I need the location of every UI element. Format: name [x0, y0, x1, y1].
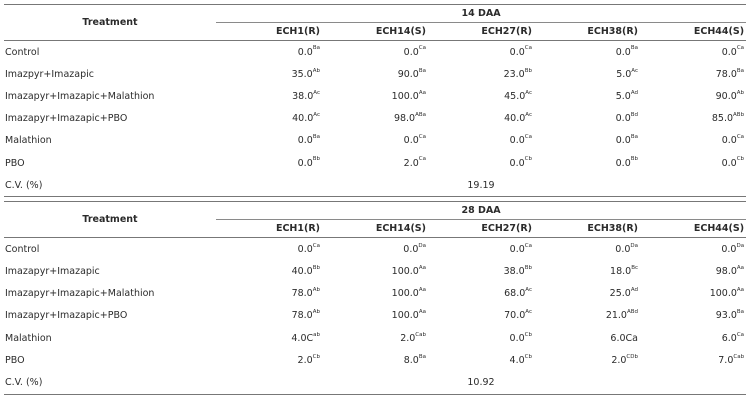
significance-letters: Ba	[418, 67, 426, 74]
significance-letters: Ac	[313, 112, 320, 118]
cell-value: 100.0	[709, 288, 737, 300]
value-cell	[216, 261, 322, 283]
value-cell	[534, 261, 640, 283]
empty-cell	[534, 174, 640, 197]
value-cell	[428, 63, 534, 85]
cell-value: 38.0	[503, 266, 525, 278]
treatment-column-header: Treatment	[4, 5, 216, 41]
value-cell	[534, 130, 640, 152]
cell-value: 40.0	[291, 266, 313, 278]
significance-letters: Ca	[524, 242, 532, 249]
treatment-name: Malathion	[5, 135, 52, 147]
cell-value: 18.0	[610, 266, 632, 278]
treatment-name: Control	[5, 243, 40, 255]
significance-letters: Ba	[736, 67, 745, 74]
significance-letters: Da	[630, 242, 638, 249]
significance-letters: Ac	[631, 67, 638, 74]
cell-value: 2.0	[297, 354, 313, 366]
value-cell	[534, 327, 640, 349]
significance-letters: Ab	[312, 67, 320, 74]
significance-letters: Da	[736, 242, 745, 249]
significance-letters: Ca	[736, 134, 745, 141]
cell-value: 100.0	[391, 288, 419, 300]
table-row	[4, 130, 746, 152]
value-cell	[534, 305, 640, 327]
significance-letters: Aa	[418, 264, 426, 271]
significance-letters: Ca	[736, 331, 745, 338]
cell-value: 0.0	[297, 157, 313, 169]
cell-value: 0.0	[403, 243, 419, 255]
ech-column-header: ECH14(S)	[322, 23, 428, 41]
table-row	[4, 41, 746, 64]
value-cell	[534, 283, 640, 305]
value-cell	[322, 130, 428, 152]
empty-cell	[322, 371, 428, 394]
cell-value: 0.0	[615, 157, 631, 169]
significance-letters: ab	[313, 331, 320, 338]
significance-letters: Da	[418, 242, 426, 249]
cell-value: 40.0	[504, 113, 526, 125]
significance-letters: Aa	[418, 89, 426, 96]
significance-letters: Aa	[418, 309, 426, 316]
period-header-row	[4, 5, 746, 23]
significance-letters: Bb	[524, 264, 532, 271]
significance-letters: Bd	[630, 112, 638, 118]
significance-letters: Ac	[313, 89, 320, 96]
significance-letters: Cb	[524, 331, 532, 338]
value-cell	[216, 349, 322, 371]
significance-letters: Ab	[312, 287, 320, 294]
significance-letters: Ab	[736, 89, 745, 96]
value-cell	[640, 327, 746, 349]
value-cell	[640, 283, 746, 305]
cell-value: 0.0	[297, 46, 313, 58]
treatment-column-header: Treatment	[4, 202, 216, 238]
significance-letters: Bc	[631, 264, 638, 271]
value-cell	[640, 305, 746, 327]
significance-letters: Ad	[630, 287, 638, 294]
value-cell	[322, 327, 428, 349]
significance-letters: CDb	[626, 353, 638, 360]
cell-value: 0.0	[297, 243, 313, 255]
significance-letters: Bb	[312, 264, 320, 271]
value-cell	[428, 41, 534, 64]
ech-column-header: ECH38(R)	[534, 220, 640, 238]
cell-value: 5.0	[615, 90, 631, 102]
empty-cell	[640, 174, 746, 197]
table-row	[4, 63, 746, 85]
significance-letters: Ad	[630, 89, 638, 96]
ech-column-header: ECH27(R)	[428, 23, 534, 41]
value-cell	[216, 238, 322, 261]
value-cell	[216, 283, 322, 305]
significance-letters: Cab	[733, 353, 745, 360]
cell-value: 2.0	[611, 354, 627, 366]
value-cell	[534, 349, 640, 371]
significance-letters: Ba	[312, 45, 320, 52]
cell-value: 8.0	[403, 354, 419, 366]
treatment-name: Imazapyr+Imazapic+PBO	[5, 113, 128, 125]
value-cell	[216, 41, 322, 64]
cell-value: 7.0	[718, 354, 734, 366]
ech-column-header: ECH44(S)	[640, 220, 746, 238]
significance-letters: Ac	[525, 112, 532, 118]
treatment-name: PBO	[5, 354, 25, 366]
value-cell	[640, 108, 746, 130]
significance-letters: Ac	[525, 89, 532, 96]
cell-value: 6.0	[721, 332, 737, 344]
significance-letters: Ca	[312, 242, 320, 249]
significance-letters: Ca	[418, 45, 426, 52]
cell-value: 85.0	[711, 113, 734, 125]
value-cell	[640, 41, 746, 64]
significance-letters: Ba	[736, 309, 745, 316]
cell-value: 0.0	[509, 135, 525, 147]
cell-value: 0.0	[297, 135, 313, 147]
significance-letters: Aa	[418, 287, 426, 294]
cell-value: 0.0	[403, 135, 419, 147]
cell-value: 100.0	[391, 310, 419, 322]
value-cell	[640, 238, 746, 261]
results-table	[4, 4, 746, 395]
table-row	[4, 238, 746, 261]
cell-value: 78.0	[715, 68, 737, 80]
cv-label: C.V. (%)	[4, 371, 216, 394]
value-cell	[428, 305, 534, 327]
significance-letters: Ac	[525, 287, 532, 294]
significance-letters: Bb	[524, 67, 532, 74]
table-row	[4, 152, 746, 174]
cell-value: 0.0	[403, 46, 419, 58]
treatment-name: Imazpyr+Imazapic	[5, 68, 94, 80]
ech-column-header: ECH1(R)	[216, 23, 322, 41]
value-cell	[216, 85, 322, 107]
period-header-row	[4, 202, 746, 220]
cell-value: 4.0C	[291, 332, 314, 344]
cell-value: 98.0	[393, 113, 416, 125]
cell-value: 0.0	[721, 243, 737, 255]
significance-letters: Cab	[415, 331, 426, 338]
value-cell	[534, 238, 640, 261]
significance-letters: Cb	[524, 156, 532, 163]
cv-value: 10.92	[428, 371, 534, 394]
significance-letters: Ca	[418, 134, 426, 141]
empty-cell	[322, 174, 428, 197]
table-row	[4, 108, 746, 130]
table-row	[4, 261, 746, 283]
significance-letters: Aa	[736, 264, 745, 271]
value-cell	[322, 261, 428, 283]
cell-value: 5.0	[616, 68, 632, 80]
cell-value: 78.0	[291, 288, 313, 300]
value-cell	[428, 108, 534, 130]
cell-value: 45.0	[504, 90, 526, 102]
cell-value: 23.0	[503, 68, 525, 80]
cell-value: 6.0Ca	[610, 332, 638, 344]
value-cell	[640, 152, 746, 174]
value-cell	[640, 349, 746, 371]
value-cell	[534, 41, 640, 64]
cell-value: 38.0	[292, 90, 314, 102]
ech-column-header: ECH14(S)	[322, 220, 428, 238]
cell-value: 2.0	[403, 157, 419, 169]
value-cell	[534, 63, 640, 85]
significance-letters: ABa	[415, 112, 426, 118]
cell-value: 0.0	[721, 157, 737, 169]
cv-row	[4, 174, 746, 197]
value-cell	[216, 305, 322, 327]
value-cell	[322, 108, 428, 130]
value-cell	[322, 85, 428, 107]
cell-value: 100.0	[391, 90, 419, 102]
significance-letters: Ca	[524, 45, 532, 52]
treatment-name: Imazapyr+Imazapic+PBO	[5, 310, 128, 322]
ech-column-header: ECH27(R)	[428, 220, 534, 238]
cell-value: 35.0	[291, 68, 313, 80]
cell-value: 78.0	[291, 310, 313, 322]
table-row	[4, 283, 746, 305]
value-cell	[640, 63, 746, 85]
value-cell	[428, 85, 534, 107]
significance-letters: Aa	[736, 287, 745, 294]
significance-letters: Ba	[630, 45, 638, 52]
value-cell	[216, 108, 322, 130]
value-cell	[428, 261, 534, 283]
significance-letters: ABd	[626, 309, 638, 316]
value-cell	[216, 152, 322, 174]
cv-value: 19.19	[428, 174, 534, 197]
table-row	[4, 85, 746, 107]
value-cell	[428, 283, 534, 305]
cell-value: 4.0	[509, 354, 525, 366]
value-cell	[534, 108, 640, 130]
value-cell	[428, 130, 534, 152]
significance-letters: ABb	[733, 112, 745, 118]
empty-cell	[216, 174, 322, 197]
significance-letters: Ba	[312, 134, 320, 141]
value-cell	[428, 349, 534, 371]
cell-value: 100.0	[391, 266, 419, 278]
significance-letters: Ab	[312, 309, 320, 316]
cell-value: 98.0	[715, 266, 737, 278]
significance-letters: Bb	[630, 156, 638, 163]
period-header: 14 DAA	[216, 5, 746, 23]
significance-letters: Cb	[524, 353, 532, 360]
value-cell	[322, 63, 428, 85]
significance-letters: Ca	[736, 45, 745, 52]
cell-value: 0.0	[615, 135, 631, 147]
value-cell	[216, 327, 322, 349]
ech-column-header: ECH1(R)	[216, 220, 322, 238]
cell-value: 93.0	[715, 310, 737, 322]
value-cell	[640, 85, 746, 107]
cell-value: 0.0	[721, 46, 737, 58]
cell-value: 0.0	[721, 135, 737, 147]
significance-letters: Cb	[736, 156, 745, 163]
treatment-name: Malathion	[5, 332, 52, 344]
cell-value: 25.0	[609, 288, 631, 300]
cv-label: C.V. (%)	[4, 174, 216, 197]
cell-value: 21.0	[605, 310, 627, 322]
value-cell	[640, 130, 746, 152]
value-cell	[216, 63, 322, 85]
cv-row	[4, 371, 746, 394]
cell-value: 68.0	[504, 288, 526, 300]
cell-value: 0.0	[615, 46, 631, 58]
value-cell	[322, 283, 428, 305]
value-cell	[322, 152, 428, 174]
cell-value: 90.0	[715, 90, 737, 102]
cell-value: 0.0	[509, 157, 525, 169]
value-cell	[428, 238, 534, 261]
cell-value: 0.0	[509, 243, 525, 255]
cell-value: 2.0	[400, 332, 416, 344]
cell-value: 0.0	[509, 46, 525, 58]
treatment-name: Control	[5, 46, 40, 58]
treatment-name: Imazapyr+Imazapic+Malathion	[5, 288, 155, 300]
significance-letters: Bb	[312, 156, 320, 163]
value-cell	[322, 349, 428, 371]
significance-letters: Ca	[418, 156, 426, 163]
cell-value: 0.0	[615, 113, 631, 125]
value-cell	[216, 130, 322, 152]
period-header: 28 DAA	[216, 202, 746, 220]
table-row	[4, 349, 746, 371]
cell-value: 0.0	[615, 243, 631, 255]
cell-value: 0.0	[509, 332, 525, 344]
treatment-name: Imazapyr+Imazapic+Malathion	[5, 90, 155, 102]
empty-cell	[534, 371, 640, 394]
empty-cell	[640, 371, 746, 394]
value-cell	[322, 238, 428, 261]
ech-column-header: ECH38(R)	[534, 23, 640, 41]
significance-letters: Cb	[312, 353, 320, 360]
ech-column-header: ECH44(S)	[640, 23, 746, 41]
table-row	[4, 305, 746, 327]
significance-letters: Ba	[630, 134, 638, 141]
significance-letters: Ca	[524, 134, 532, 141]
value-cell	[534, 85, 640, 107]
table-row	[4, 327, 746, 349]
value-cell	[534, 152, 640, 174]
cell-value: 90.0	[397, 68, 419, 80]
value-cell	[428, 152, 534, 174]
value-cell	[640, 261, 746, 283]
cell-value: 40.0	[292, 113, 314, 125]
value-cell	[322, 305, 428, 327]
treatment-name: Imazapyr+Imazapic	[5, 266, 100, 278]
value-cell	[428, 327, 534, 349]
treatment-name: PBO	[5, 157, 25, 169]
significance-letters: Ac	[525, 309, 532, 316]
value-cell	[322, 41, 428, 64]
significance-letters: Ba	[418, 353, 426, 360]
cell-value: 70.0	[504, 310, 526, 322]
empty-cell	[216, 371, 322, 394]
